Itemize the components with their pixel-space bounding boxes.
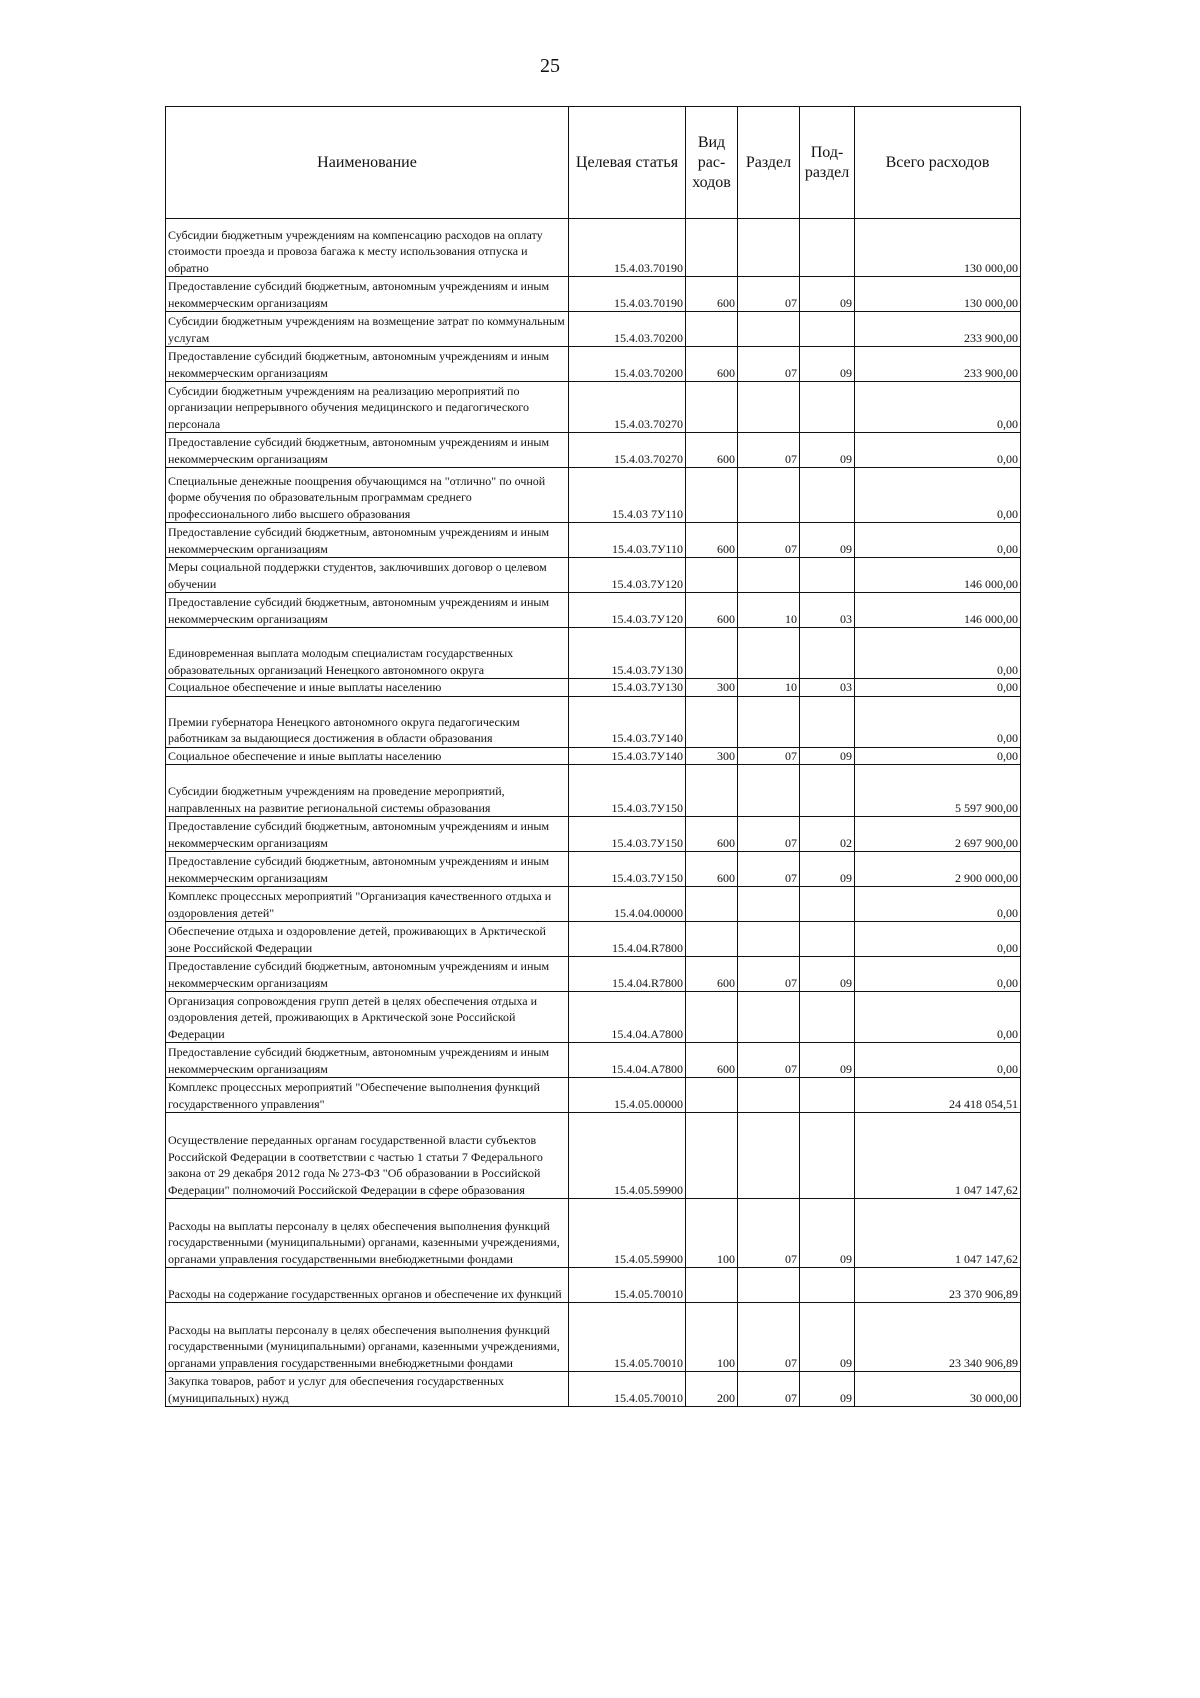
table-row — [166, 696, 1021, 747]
table-row — [166, 593, 1021, 628]
row-target-code: 15.4.05.59900 — [569, 1113, 686, 1199]
row-subsection — [800, 382, 855, 433]
row-target-code: 15.4.03.7У120 — [569, 593, 686, 628]
row-total: 0,00 — [855, 433, 1021, 468]
row-section: 07 — [738, 347, 800, 382]
row-target-code: 15.4.04.R7800 — [569, 957, 686, 992]
row-subsection — [800, 312, 855, 347]
row-section: 07 — [738, 1372, 800, 1407]
row-name: Субсидии бюджетным учреждениям на проведение мероприятий, направленных на развитие региональной системы образования — [166, 765, 569, 817]
row-name: Субсидии бюджетным учреждениям на реализацию мероприятий по организации непрерывного обучения медицинского и педагогического персонала — [166, 382, 569, 433]
row-name: Единовременная выплата молодым специалистам государственных образовательных организаций Ненецкого автономного округа — [166, 628, 569, 679]
expenditure-table — [165, 106, 1021, 1407]
row-name: Предоставление субсидий бюджетным, автономным учреждениям и иным некоммерческим организациям — [166, 1043, 569, 1078]
row-target-code: 15.4.03.7У120 — [569, 558, 686, 593]
row-name: Комплекс процессных мероприятий "Обеспечение выполнения функций государственного управления" — [166, 1078, 569, 1113]
row-total: 1 047 147,62 — [855, 1199, 1021, 1268]
row-target-code: 15.4.03.7У150 — [569, 817, 686, 852]
table-header-row — [166, 107, 1021, 219]
row-kind: 600 — [686, 593, 738, 628]
table-row — [166, 558, 1021, 593]
row-name: Расходы на выплаты персоналу в целях обеспечения выполнения функций государственными (муниципальными) органами, казенными учреждениями, органами управления государственными внебюджетными фондами — [166, 1199, 569, 1268]
row-total: 233 900,00 — [855, 347, 1021, 382]
row-section — [738, 992, 800, 1043]
row-section: 07 — [738, 1043, 800, 1078]
table-row — [166, 747, 1021, 765]
row-kind — [686, 696, 738, 747]
row-total: 2 900 000,00 — [855, 852, 1021, 887]
row-section — [738, 887, 800, 922]
row-kind: 300 — [686, 679, 738, 697]
header-total: Всего расходов — [855, 107, 1021, 219]
row-name: Предоставление субсидий бюджетным, автономным учреждениям и иным некоммерческим организациям — [166, 347, 569, 382]
row-total: 233 900,00 — [855, 312, 1021, 347]
row-target-code: 15.4.03.7У110 — [569, 523, 686, 558]
table-row — [166, 922, 1021, 957]
row-total: 23 340 906,89 — [855, 1303, 1021, 1372]
row-kind: 600 — [686, 1043, 738, 1078]
row-kind — [686, 219, 738, 277]
row-subsection: 09 — [800, 1372, 855, 1407]
row-total: 24 418 054,51 — [855, 1078, 1021, 1113]
header-subsection: Под-раздел — [800, 107, 855, 219]
row-subsection: 09 — [800, 957, 855, 992]
row-total: 1 047 147,62 — [855, 1113, 1021, 1199]
row-kind — [686, 922, 738, 957]
row-total: 0,00 — [855, 628, 1021, 679]
row-total: 0,00 — [855, 747, 1021, 765]
row-target-code: 15.4.03.7У140 — [569, 696, 686, 747]
table-row — [166, 1113, 1021, 1199]
row-subsection — [800, 696, 855, 747]
table-row — [166, 992, 1021, 1043]
row-target-code: 15.4.03.70200 — [569, 312, 686, 347]
table-row — [166, 817, 1021, 852]
row-name: Предоставление субсидий бюджетным, автономным учреждениям и иным некоммерческим организациям — [166, 957, 569, 992]
row-section — [738, 219, 800, 277]
row-section — [738, 468, 800, 523]
row-section: 07 — [738, 852, 800, 887]
table-row — [166, 852, 1021, 887]
row-target-code: 15.4.03.7У150 — [569, 852, 686, 887]
row-kind: 600 — [686, 817, 738, 852]
row-section: 10 — [738, 679, 800, 697]
row-subsection — [800, 992, 855, 1043]
row-name: Предоставление субсидий бюджетным, автономным учреждениям и иным некоммерческим организациям — [166, 817, 569, 852]
row-section: 07 — [738, 1199, 800, 1268]
row-target-code: 15.4.04.R7800 — [569, 922, 686, 957]
row-subsection — [800, 468, 855, 523]
row-total: 0,00 — [855, 992, 1021, 1043]
row-subsection — [800, 628, 855, 679]
row-kind — [686, 1113, 738, 1199]
row-target-code: 15.4.03.7У140 — [569, 747, 686, 765]
row-subsection — [800, 219, 855, 277]
row-target-code: 15.4.03.7У130 — [569, 679, 686, 697]
row-total: 0,00 — [855, 1043, 1021, 1078]
row-name: Социальное обеспечение и иные выплаты населению — [166, 747, 569, 765]
row-name: Комплекс процессных мероприятий "Организация качественного отдыха и оздоровления детей" — [166, 887, 569, 922]
row-target-code: 15.4.03.70270 — [569, 433, 686, 468]
table-row — [166, 312, 1021, 347]
table-row — [166, 628, 1021, 679]
row-total: 130 000,00 — [855, 277, 1021, 312]
row-section — [738, 382, 800, 433]
row-kind — [686, 765, 738, 817]
row-kind — [686, 992, 738, 1043]
row-total: 0,00 — [855, 922, 1021, 957]
row-total: 146 000,00 — [855, 593, 1021, 628]
row-total: 23 370 906,89 — [855, 1268, 1021, 1303]
row-target-code: 15.4.03.70190 — [569, 219, 686, 277]
row-target-code: 15.4.03.70270 — [569, 382, 686, 433]
row-name: Субсидии бюджетным учреждениям на возмещение затрат по коммунальным услугам — [166, 312, 569, 347]
row-kind — [686, 312, 738, 347]
row-name: Расходы на выплаты персоналу в целях обеспечения выполнения функций государственными (муниципальными) органами, казенными учреждениями, органами управления государственными внебюджетными фондами — [166, 1303, 569, 1372]
table-row — [166, 219, 1021, 277]
row-name: Закупка товаров, работ и услуг для обеспечения государственных (муниципальных) нужд — [166, 1372, 569, 1407]
row-kind — [686, 468, 738, 523]
row-section — [738, 1268, 800, 1303]
row-subsection: 09 — [800, 852, 855, 887]
row-section — [738, 765, 800, 817]
row-section — [738, 922, 800, 957]
row-subsection: 03 — [800, 593, 855, 628]
table-row — [166, 523, 1021, 558]
row-subsection: 09 — [800, 1043, 855, 1078]
header-kind: Вид рас-ходов — [686, 107, 738, 219]
row-subsection: 09 — [800, 523, 855, 558]
row-section — [738, 558, 800, 593]
table-row — [166, 1043, 1021, 1078]
row-kind: 100 — [686, 1303, 738, 1372]
table-row — [166, 277, 1021, 312]
table-row — [166, 1078, 1021, 1113]
row-total: 0,00 — [855, 957, 1021, 992]
table-row — [166, 433, 1021, 468]
table-row — [166, 347, 1021, 382]
row-subsection — [800, 765, 855, 817]
table-row — [166, 1268, 1021, 1303]
row-name: Предоставление субсидий бюджетным, автономным учреждениям и иным некоммерческим организациям — [166, 852, 569, 887]
row-subsection: 09 — [800, 747, 855, 765]
row-kind: 200 — [686, 1372, 738, 1407]
row-section: 07 — [738, 817, 800, 852]
row-kind: 600 — [686, 347, 738, 382]
row-name: Обеспечение отдыха и оздоровление детей, проживающих в Арктической зоне Российской Федерации — [166, 922, 569, 957]
table-row — [166, 887, 1021, 922]
row-total: 0,00 — [855, 696, 1021, 747]
header-section: Раздел — [738, 107, 800, 219]
row-target-code: 15.4.04.A7800 — [569, 992, 686, 1043]
row-section: 10 — [738, 593, 800, 628]
table-row — [166, 382, 1021, 433]
row-target-code: 15.4.03 7У110 — [569, 468, 686, 523]
row-total: 0,00 — [855, 382, 1021, 433]
row-subsection — [800, 887, 855, 922]
table-row — [166, 765, 1021, 817]
row-target-code: 15.4.05.70010 — [569, 1303, 686, 1372]
row-target-code: 15.4.04.A7800 — [569, 1043, 686, 1078]
table-row — [166, 1372, 1021, 1407]
row-total: 5 597 900,00 — [855, 765, 1021, 817]
row-kind — [686, 558, 738, 593]
row-subsection: 09 — [800, 1303, 855, 1372]
header-name: Наименование — [166, 107, 569, 219]
table-row — [166, 1199, 1021, 1268]
row-name: Меры социальной поддержки студентов, заключивших договор о целевом обучении — [166, 558, 569, 593]
row-section — [738, 312, 800, 347]
row-section: 07 — [738, 433, 800, 468]
row-subsection: 09 — [800, 1199, 855, 1268]
row-name: Субсидии бюджетным учреждениям на компенсацию расходов на оплату стоимости проезда и провоза багажа к месту использования отпуска и обратно — [166, 219, 569, 277]
table-row — [166, 679, 1021, 697]
row-subsection — [800, 558, 855, 593]
row-name: Премии губернатора Ненецкого автономного округа педагогическим работникам за выдающиеся достижения в области образования — [166, 696, 569, 747]
row-section: 07 — [738, 747, 800, 765]
row-name: Предоставление субсидий бюджетным, автономным учреждениям и иным некоммерческим организациям — [166, 277, 569, 312]
row-kind — [686, 1268, 738, 1303]
row-kind — [686, 887, 738, 922]
table-row — [166, 1303, 1021, 1372]
row-section — [738, 696, 800, 747]
row-subsection: 09 — [800, 347, 855, 382]
row-name: Социальное обеспечение и иные выплаты населению — [166, 679, 569, 697]
row-kind: 600 — [686, 957, 738, 992]
row-kind — [686, 628, 738, 679]
table-row — [166, 957, 1021, 992]
row-kind: 100 — [686, 1199, 738, 1268]
row-section: 07 — [738, 523, 800, 558]
row-target-code: 15.4.03.7У150 — [569, 765, 686, 817]
header-target: Целевая статья — [569, 107, 686, 219]
row-target-code: 15.4.03.70190 — [569, 277, 686, 312]
row-target-code: 15.4.03.70200 — [569, 347, 686, 382]
row-target-code: 15.4.05.00000 — [569, 1078, 686, 1113]
row-subsection — [800, 1078, 855, 1113]
row-target-code: 15.4.05.70010 — [569, 1268, 686, 1303]
row-section — [738, 1113, 800, 1199]
row-kind: 600 — [686, 523, 738, 558]
row-subsection: 03 — [800, 679, 855, 697]
row-section — [738, 628, 800, 679]
row-name: Расходы на содержание государственных органов и обеспечение их функций — [166, 1268, 569, 1303]
row-subsection — [800, 1113, 855, 1199]
row-subsection — [800, 922, 855, 957]
row-target-code: 15.4.03.7У130 — [569, 628, 686, 679]
row-name: Осуществление переданных органам государственной власти субъектов Российской Федерации в соответствии с частью 1 статьи 7 Федерального закона от 29 декабря 2012 года № 273-ФЗ "Об образовании в Российской Федерации" полномочий Российской Федерации в сфере образования — [166, 1113, 569, 1199]
row-kind — [686, 1078, 738, 1113]
row-total: 0,00 — [855, 679, 1021, 697]
row-section: 07 — [738, 1303, 800, 1372]
row-target-code: 15.4.04.00000 — [569, 887, 686, 922]
row-subsection: 09 — [800, 433, 855, 468]
row-name: Предоставление субсидий бюджетным, автономным учреждениям и иным некоммерческим организациям — [166, 433, 569, 468]
row-total: 146 000,00 — [855, 558, 1021, 593]
row-total: 0,00 — [855, 523, 1021, 558]
table-row — [166, 468, 1021, 523]
row-total: 130 000,00 — [855, 219, 1021, 277]
row-section: 07 — [738, 277, 800, 312]
row-target-code: 15.4.05.70010 — [569, 1372, 686, 1407]
row-kind: 600 — [686, 852, 738, 887]
row-total: 0,00 — [855, 468, 1021, 523]
row-kind — [686, 382, 738, 433]
row-name: Предоставление субсидий бюджетным, автономным учреждениям и иным некоммерческим организациям — [166, 593, 569, 628]
row-target-code: 15.4.05.59900 — [569, 1199, 686, 1268]
page-number: 25 — [540, 55, 560, 77]
row-subsection: 02 — [800, 817, 855, 852]
row-section: 07 — [738, 957, 800, 992]
row-kind: 600 — [686, 277, 738, 312]
row-total: 30 000,00 — [855, 1372, 1021, 1407]
row-subsection: 09 — [800, 277, 855, 312]
row-kind: 600 — [686, 433, 738, 468]
row-name: Организация сопровождения групп детей в целях обеспечения отдыха и оздоровления детей, проживающих в Арктической зоне Российской Федерации — [166, 992, 569, 1043]
row-kind: 300 — [686, 747, 738, 765]
row-subsection — [800, 1268, 855, 1303]
row-name: Специальные денежные поощрения обучающимся на "отлично" по очной форме обучения по образовательным программам среднего профессионального либо высшего образования — [166, 468, 569, 523]
row-section — [738, 1078, 800, 1113]
row-name: Предоставление субсидий бюджетным, автономным учреждениям и иным некоммерческим организациям — [166, 523, 569, 558]
row-total: 0,00 — [855, 887, 1021, 922]
row-total: 2 697 900,00 — [855, 817, 1021, 852]
